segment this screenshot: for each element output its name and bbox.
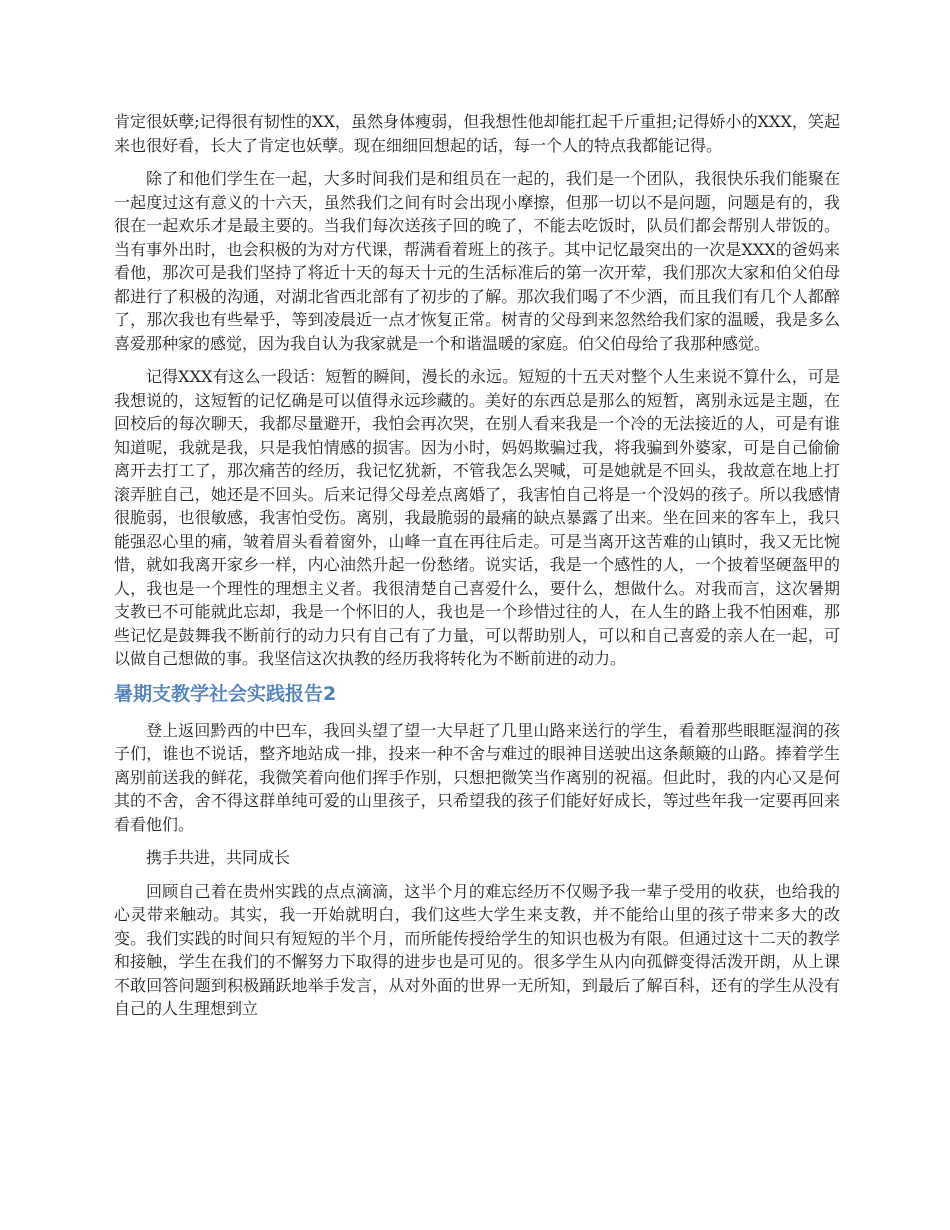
subheading-paragraph: 携手共进，共同成长 (146, 848, 291, 867)
paragraph-3: 记得XXX有这么一段话：短暂的瞬间，漫长的永远。短短的十五天对整个人生来说不算什么，可是我想说的，这短暂的记忆确是可以值得永远珍藏的。美好的东西总是那么的短暂，离别永远是主题，在回校后的每次聊天，我都尽量避开，我怕会再次哭，在别人看来我是一个冷的无法接近的人，可是有谁知道呢，我就是我，只是我怕情感的损害。因为小时，妈妈欺骗过我，将我骗到外婆家，可是自己偷偷离开去打工了，那次痛苦的经历，我记忆犹新，不管我怎么哭喊，可是她就是不回头，我故意在地上打滚弄脏自己，她还是不回头。后来记得父母差点离婚了，我害怕自己将是一个没妈的孩子。所以我感情很脆弱，也很敏感，我害怕受伤。离别，我最脆弱的最痛的缺点暴露了出来。坐在回来的客车上，我只能强忍心里的痛，皱着眉头看着窗外，山峰一直在再往后走。可是当离开这苦难的山镇时，我又无比惋惜，就如我离开家乡一样，内心油然升起一份愁绪。说实话，我是一个感性的人，一个披着坚硬盔甲的人，我也是一个理性的理想主义者。我很清楚自己喜爱什么，要什么，想做什么。对我而言，这次暑期支教已不可能就此忘却，我是一个怀旧的人，我也是一个珍惜过往的人，在人生的路上我不怕困难，那些记忆是鼓舞我不断前行的动力只有自己有了力量，可以帮助别人，可以和自己喜爱的亲人在一起，可以做自己想做的事。我坚信这次执教的经历我将转化为不断前进的动力。 (114, 367, 840, 668)
paragraph-5: 回顾自己着在贵州实践的点点滴滴，这半个月的难忘经历不仅赐予我一辈子受用的收获，也给我的心灵带来触动。其实，我一开始就明白，我们这些大学生来支教，并不能给山里的孩子带来多大的改变。我们实践的时间只有短短的半个月，而所能传授给学生的知识也极为有限。但通过这十二天的教学和接触，学生在我们的不懈努力下取得的进步也是可见的。很多学生从内向孤僻变得活泼开朗，从上课不敢回答问题到积极踊跃地举手发言，从对外面的世界一无所知，到最后了解百科，还有的学生从没有自己的人生理想到立 (114, 881, 840, 1018)
paragraph-4: 登上返回黔西的中巴车，我回头望了望一大早赶了几里山路来送行的学生，看着那些眼眶湿润的孩子们，谁也不说话，整齐地站成一排，投来一种不舍与难过的眼神目送驶出这条颠簸的山路。捧着学生离别前送我的鲜花，我微笑着向他们挥手作别，只想把微笑当作离别的祝福。但此时，我的内心又是何其的不舍，舍不得这群单纯可爱的山里孩子，只希望我的孩子们能好好成长，等过些年我一定要再回来看看他们。 (114, 720, 840, 834)
paragraph-2: 除了和他们学生在一起，大多时间我们是和组员在一起的，我们是一个团队，我很快乐我们能聚在一起度过这有意义的十六天，虽然我们之间有时会出现小摩擦，但那一切以不是问题，问题是有的，我很在一起欢乐才是最主要的。当我们每次送孩子回的晚了，不能去吃饭时，队员们都会帮别人带饭的。当有事外出时，也会积极的为对方代课，帮满看着班上的孩子。其中记忆最突出的一次是XXX的爸妈来看他，那次可是我们坚持了将近十天的每天十元的生活标准后的第一次开荤，我们那次大家和伯父伯母都进行了积极的沟通，对湖北省西北部有了初步的了解。那次我们喝了不少酒，而且我们有几个人都醉了，那次我也有些晕乎，等到凌晨近一点才恢复正常。树青的父母到来忽然给我们家的温暖，我是多么喜爱那种家的感觉，因为我自认为我家就是一个和谐温暖的家庭。伯父伯母给了我那种感觉。 (114, 169, 840, 353)
paragraph-1: 肯定很妖孽;记得很有韧性的XX，虽然身体瘦弱，但我想性他却能扛起千斤重担;记得娇小的XXX，笑起来也很好看，长大了肯定也妖孽。现在细细回想起的话，每一个人的特点我都能记得。 (114, 112, 840, 155)
section-heading: 暑期支教学社会实践报告2 (114, 682, 337, 705)
